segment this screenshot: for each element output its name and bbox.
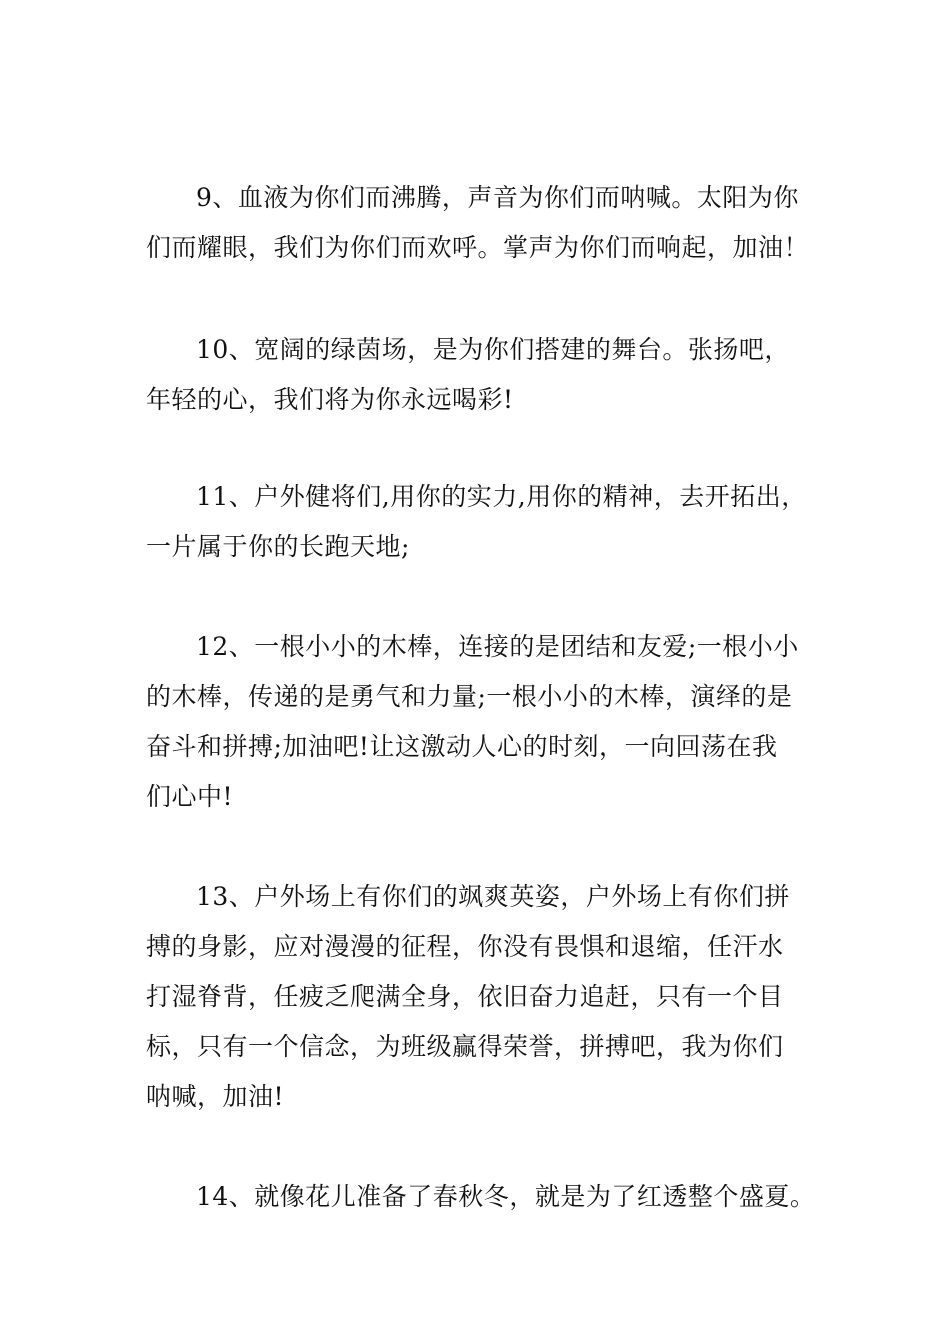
paragraph-14 bbox=[146, 1172, 836, 1222]
paragraph-line: 9、血液为你们而沸腾，声音为你们而呐喊。太阳为你 bbox=[196, 183, 799, 212]
paragraph-11 bbox=[146, 472, 836, 572]
paragraph-9 bbox=[146, 173, 836, 273]
paragraph-10 bbox=[146, 325, 836, 425]
paragraph-line: 年轻的心，我们将为你永远喝彩! bbox=[146, 385, 514, 414]
paragraph-line: 搏的身影，应对漫漫的征程，你没有畏惧和退缩，任汗水 bbox=[146, 932, 784, 961]
paragraph-line: 们而耀眼，我们为你们而欢呼。掌声为你们而响起，加油！ bbox=[146, 233, 810, 262]
paragraph-line: 12、一根小小的木棒，连接的是团结和友爱;一根小小 bbox=[196, 632, 799, 661]
paragraph-line: 打湿脊背，任疲乏爬满全身，依旧奋力追赶，只有一个目 bbox=[146, 982, 784, 1011]
paragraph-line: 14、就像花儿准备了春秋冬，就是为了红透整个盛夏。 bbox=[196, 1182, 816, 1211]
paragraph-12 bbox=[146, 622, 836, 822]
paragraph-line: 13、户外场上有你们的飒爽英姿，户外场上有你们拼 bbox=[196, 882, 790, 911]
paragraph-line: 11、户外健将们,用你的实力,用你的精神，去开拓出， bbox=[196, 482, 807, 511]
paragraph-line: 一片属于你的长跑天地; bbox=[146, 532, 410, 561]
paragraph-line: 呐喊，加油! bbox=[146, 1082, 285, 1111]
paragraph-line: 们心中! bbox=[146, 782, 234, 811]
paragraph-line: 的木棒，传递的是勇气和力量;一根小小的木棒，演绎的是 bbox=[146, 682, 793, 711]
paragraph-13 bbox=[146, 872, 836, 1122]
paragraph-line: 奋斗和拼搏;加油吧!让这激动人心的时刻，一向回荡在我 bbox=[146, 732, 778, 761]
paragraph-line: 10、宽阔的绿茵场，是为你们搭建的舞台。张扬吧， bbox=[196, 335, 790, 364]
paragraph-line: 标，只有一个信念，为班级赢得荣誉，拼搏吧，我为你们 bbox=[146, 1032, 784, 1061]
